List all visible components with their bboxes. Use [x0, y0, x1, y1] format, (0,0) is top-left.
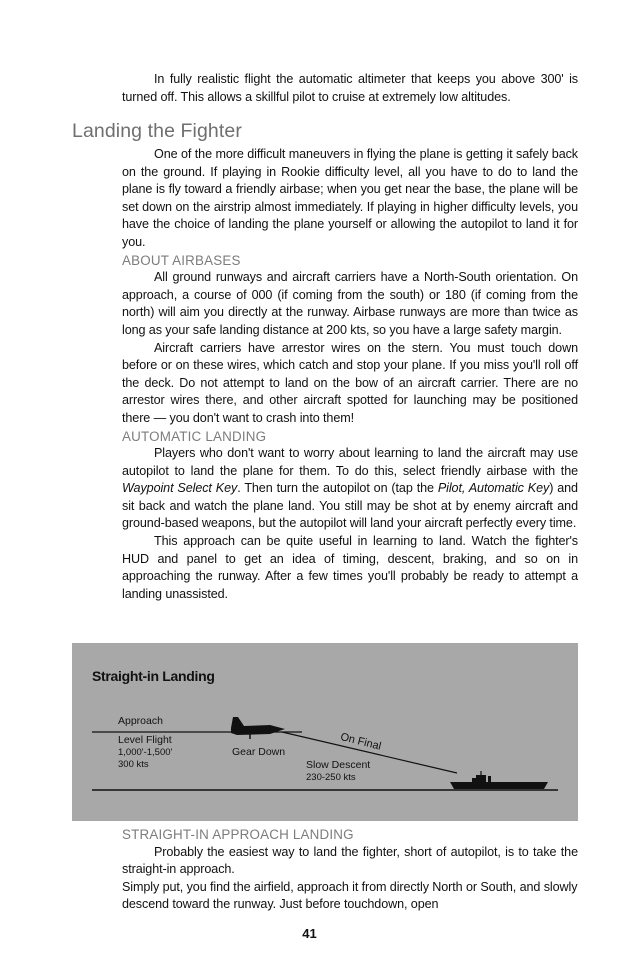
airbases-paragraph-1: All ground runways and aircraft carriers have a North-South orientation. On approach, a course of 000 (if coming from the south) or 180 (if coming from the north) will aim you directly at the runway. Airbase runways are more than twice as long as your safe landing distance at 200 kts, so you have a large safety margin. [122, 270, 578, 337]
level-speed-label: 300 kts [118, 759, 149, 770]
on-final-label: On Final [339, 731, 383, 753]
level-flight-label: Level Flight [118, 734, 172, 746]
landing-heading: Landing the Fighter [72, 120, 242, 142]
intro-section [122, 71, 578, 106]
straight-in-section [122, 826, 578, 914]
pilot-automatic-key-text: Pilot, Automatic Key [437, 481, 550, 496]
aircraft-carrier-icon [450, 771, 548, 789]
automatic-paragraph-2: This approach can be quite useful in learning to land. Watch the fighter's HUD and panel to get an idea of timing, descent, braking, and so on in approaching the runway. After a few times you'll probably be ready to attempt a landing unassisted. [122, 534, 578, 601]
altitude-label: 1,000'-1,500' [118, 747, 173, 758]
main-text-column [122, 146, 578, 603]
intro-paragraph: In fully realistic flight the automatic altimeter that keeps you above 300' is turned off. This allows a skillful pilot to cruise at extremely low altitudes. [122, 72, 578, 104]
descent-speed-label: 230-250 kts [306, 772, 356, 783]
approach-label: Approach [118, 715, 163, 727]
landing-paragraph: One of the more difficult maneuvers in flying the plane is getting it safely back on the ground. If playing in Rookie difficulty level, all you have to do to land the plane is fly toward a friendly airbase; when you get near the base, the plane will be set down on the airstrip almost immediately. If playing in higher difficulty levels, you have the choice of landing the plane yourself or allowing the autopilot to land it for you. [122, 147, 578, 249]
airbases-heading: ABOUT AIRBASES [122, 252, 241, 268]
automatic-paragraph-1 [122, 445, 578, 533]
automatic-landing-heading: AUTOMATIC LANDING [122, 428, 267, 444]
automatic-text-a: Players who don't want to worry about learning to land the aircraft may use autopilot to land the plane for them. To do this, select friendly airbase with the [122, 446, 578, 478]
automatic-text-c: ) and sit back and watch the plane land. You still may be shot at by enemy aircraft and ground-based weapons, but the autopilot will land your aircraft perfectly every time. [122, 481, 578, 531]
airbases-paragraph-2: Aircraft carriers have arrestor wires on the stern. You must touch down before or on these wires, which catch and stop your plane. If you miss you'll roll off the deck. Do not attempt to land on the bow of an aircraft carrier. There are no arrestor wires there, and other aircraft spotted for launching may be positioned there — you don't want to crash into them! [122, 340, 578, 425]
automatic-text-b: . Then turn the autopilot on (tap the [237, 481, 438, 496]
fighter-jet-icon [231, 717, 285, 739]
page-number: 41 [302, 926, 317, 941]
straight-in-heading: STRAIGHT-IN APPROACH LANDING [122, 827, 354, 842]
gear-down-label: Gear Down [232, 746, 286, 758]
figure-title: Straight-in Landing [92, 668, 215, 684]
straight-in-paragraph-2: Simply put, you find the airfield, approach it from directly North or South, and slowly descend toward the runway. Just before touchdown, open [122, 879, 578, 912]
straight-in-landing-figure [72, 643, 578, 821]
slow-descent-label: Slow Descent [306, 759, 371, 771]
straight-in-paragraph-1: Probably the easiest way to land the fighter, short of autopilot, is to take the straight-in approach. [122, 844, 578, 877]
waypoint-select-key-text: Waypoint Select Key [122, 481, 238, 496]
